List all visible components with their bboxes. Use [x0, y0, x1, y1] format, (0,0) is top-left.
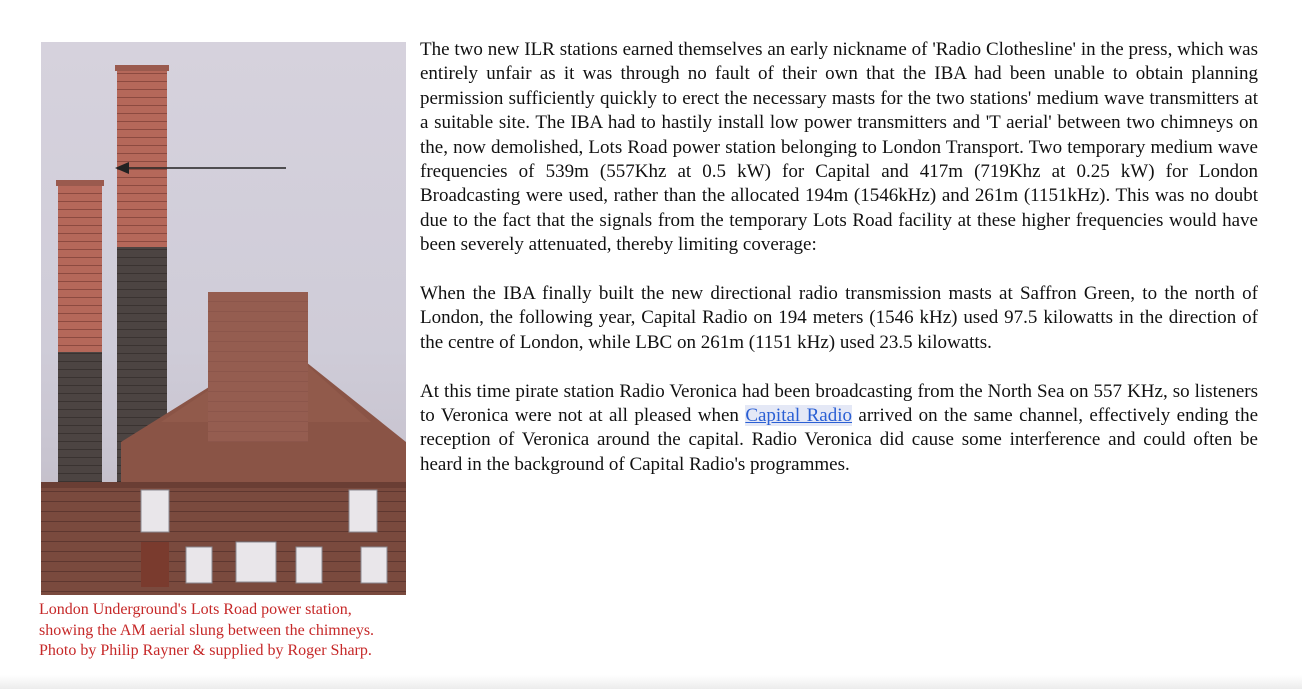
paragraph-2: When the IBA finally built the new directional radio transmission masts at Saffron Green, to the north of London, the following year, Capital Radio on 194 meters (1546 kHz) used 97.5 kilowatts in the direction of the centre of London, while LBC on 261m (1151 kHz) used 23.5 kilowatts.	[420, 283, 1258, 353]
lots-road-power-station-photo	[41, 42, 406, 595]
paragraph-3-text-end: arrived on the same channel, effectively ending the reception of Veronica around the capital. Radio Veronica did cause some interference and could often be heard in the background of Capital Radio's programmes.	[420, 405, 1259, 475]
paragraph-3-text-start: At this time pirate station Radio Veronica had been broadcasting from the North Sea on 557 KHz, so listeners to Veronica were not at all pleased when	[420, 380, 1258, 427]
arched-door	[141, 542, 169, 587]
caption-text: London Underground's Lots Road power station, showing the AM aerial slung between the chimneys. Photo by Philip Rayner & supplied by Roger Sharp.	[39, 601, 375, 659]
paragraph-1: The two new ILR stations earned themselves an early nickname of 'Radio Clothesline' in the press, which was entirely unfair as it was through no fault of their own that the IBA had been unable to obtain planning permission sufficiently quickly to erect the necessary masts for the two stations' medium wave transmitters at a suitable site. The IBA had to hastily install low power transmitters and 'T aerial' between two chimneys on the, now demolished, Lots Road power station belonging to London Transport. Two temporary medium wave frequencies of 539m (557Khz at 0.5 kW) for Capital and 417m (719Khz at 0.25 kW) for London Broadcasting were used, rather than the allocated 194m (1546kHz) and 261m (1151kHz). This was no doubt due to the fact that the signals from the temporary Lots Road facility at these higher frequencies would have been severely attenuated, thereby limiting coverage:	[420, 39, 1258, 256]
paragraph-3	[420, 380, 1258, 478]
page-bottom-shadow	[0, 675, 1302, 689]
capital-radio-link[interactable]: Capital Radio	[745, 405, 852, 427]
photo-caption	[39, 600, 401, 662]
power-station-illustration	[41, 42, 406, 595]
article-body	[420, 38, 1258, 502]
